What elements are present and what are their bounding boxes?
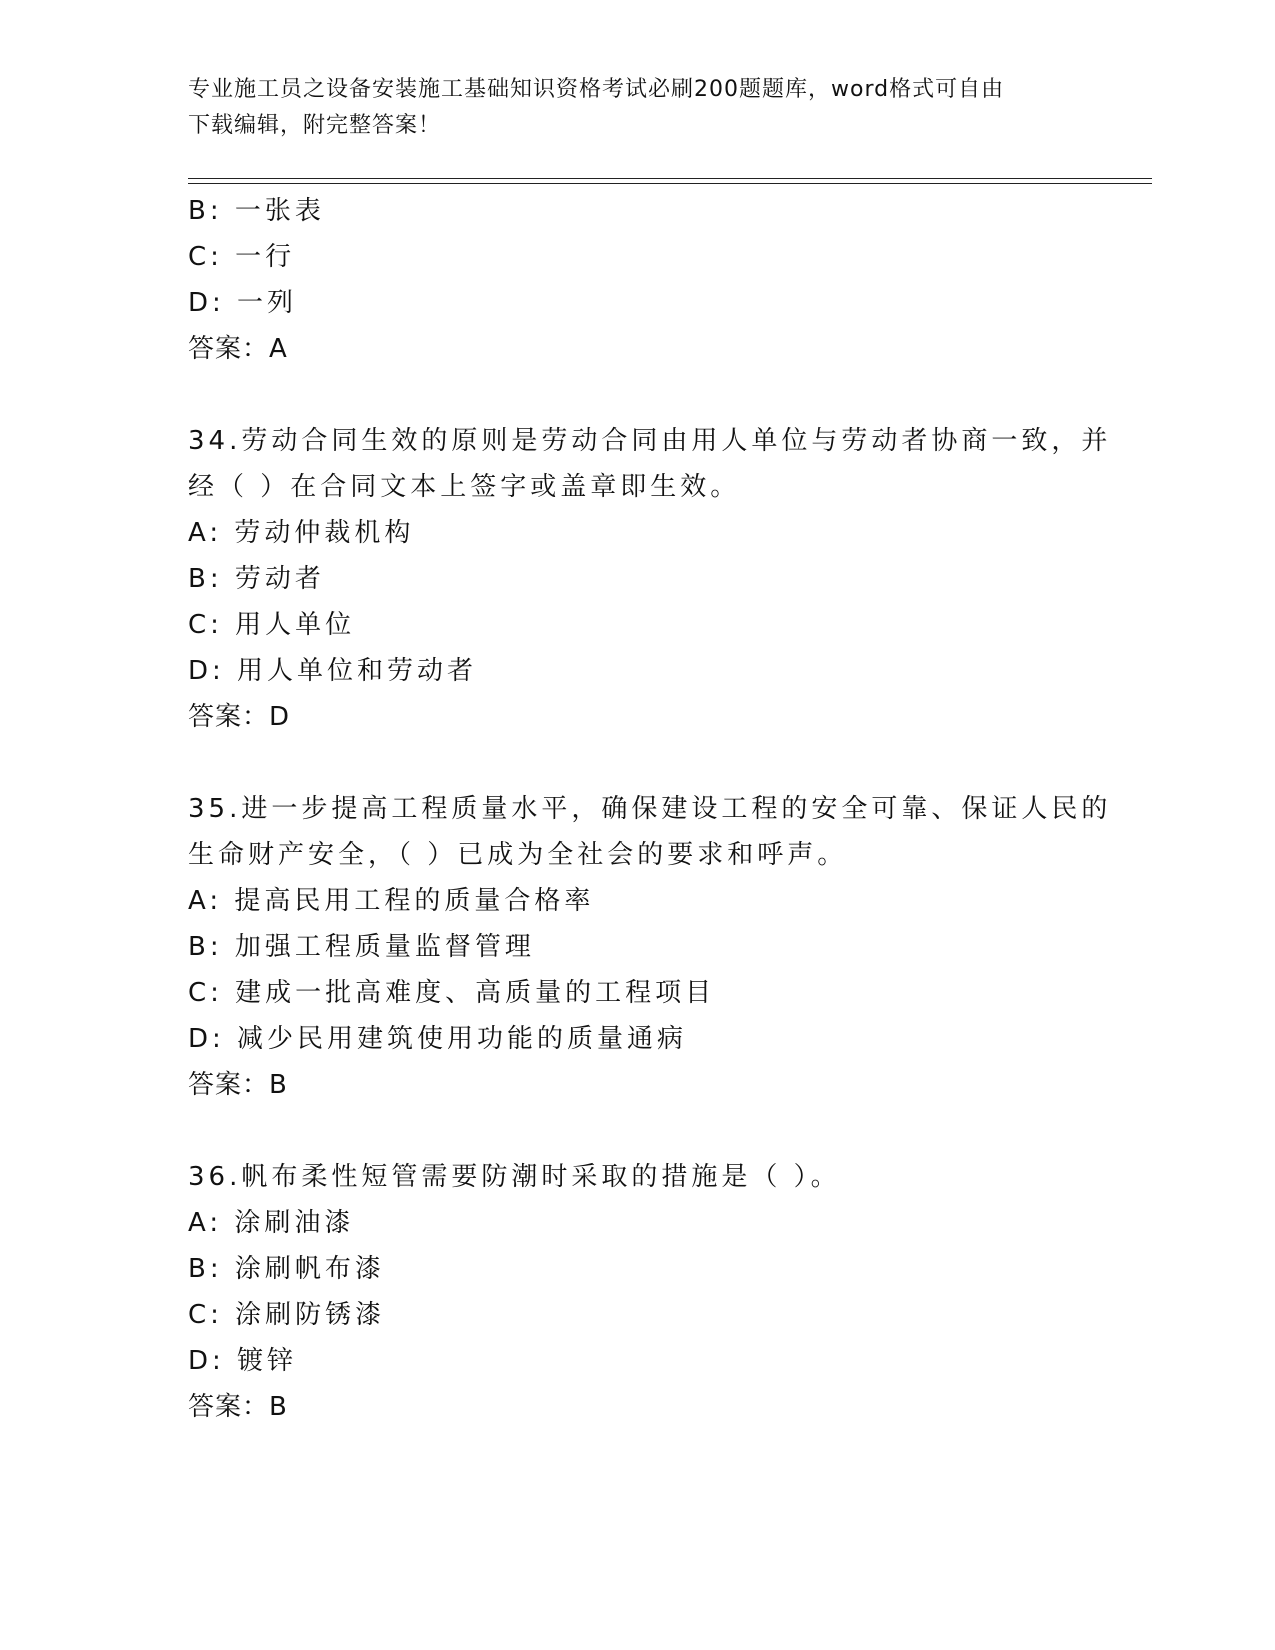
question-content: [188, 188, 1112, 1430]
option-d: D: 一列: [188, 288, 298, 318]
spacer: [188, 1108, 1088, 1154]
question-stem-line: 经（ ）在合同文本上签字或盖章即生效。: [188, 472, 741, 502]
question-stem-line: 35.进一步提高工程质量水平，确保建设工程的安全可靠、保证人民的: [188, 794, 1112, 824]
question-34: [188, 418, 1112, 740]
option-d: D: 减少民用建筑使用功能的质量通病: [188, 1024, 688, 1054]
option-d: D: 镀锌: [188, 1346, 298, 1376]
answer-line: 答案：B: [188, 1070, 288, 1100]
question-stem-line: 34.劳动合同生效的原则是劳动合同由用人单位与劳动者协商一致，并: [188, 426, 1112, 456]
continued-question: [188, 188, 1088, 372]
answer-line: 答案：B: [188, 1392, 288, 1422]
option-c: C: 用人单位: [188, 610, 356, 640]
document-header: [188, 72, 1068, 144]
answer-line: 答案：A: [188, 334, 288, 364]
header-line-1: 专业施工员之设备安装施工基础知识资格考试必刷200题题库，word格式可自由: [188, 77, 1005, 102]
answer-line: 答案：D: [188, 702, 291, 732]
header-line-2: 下载编辑，附完整答案！: [188, 113, 442, 138]
question-stem-line: 生命财产安全，（ ）已成为全社会的要求和呼声。: [188, 840, 848, 870]
option-a: A: 提高民用工程的质量合格率: [188, 886, 595, 916]
question-36: [188, 1154, 1088, 1430]
option-b: B: 加强工程质量监督管理: [188, 932, 535, 962]
option-d: D: 用人单位和劳动者: [188, 656, 478, 686]
question-35: [188, 786, 1112, 1108]
spacer: [188, 740, 1088, 786]
option-c: C: 一行: [188, 242, 296, 272]
question-stem-line: 36.帆布柔性短管需要防潮时采取的措施是（ ）。: [188, 1162, 841, 1192]
header-divider-bottom: [188, 183, 1152, 184]
option-b: B: 涂刷帆布漆: [188, 1254, 385, 1284]
option-b: B: 劳动者: [188, 564, 325, 594]
spacer: [188, 372, 1088, 418]
option-b: B: 一张表: [188, 196, 325, 226]
option-c: C: 建成一批高难度、高质量的工程项目: [188, 978, 716, 1008]
option-a: A: 劳动仲裁机构: [188, 518, 415, 548]
option-a: A: 涂刷油漆: [188, 1208, 355, 1238]
header-divider-top: [188, 178, 1152, 179]
option-c: C: 涂刷防锈漆: [188, 1300, 386, 1330]
